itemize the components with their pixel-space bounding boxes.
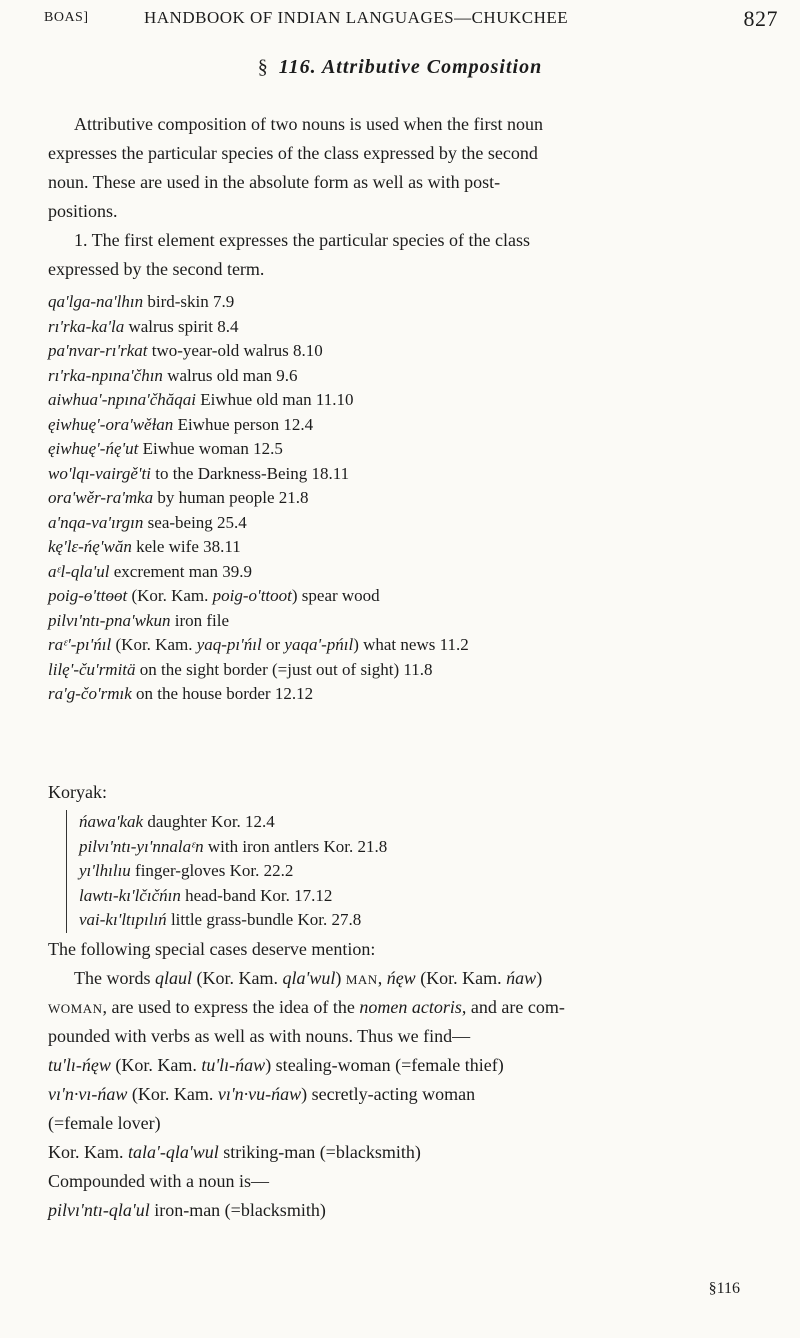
text-line [48, 993, 768, 1022]
example-entry [48, 486, 768, 511]
example-term: ora'wěr-ra'mka [48, 488, 154, 507]
example-entry [48, 658, 768, 683]
example-term: ęiwhuę'-ora'wěɫan [48, 414, 174, 434]
text-run: striking-man (=blacksmith) [218, 1142, 421, 1162]
example-gloss: by human people 21.8 [153, 488, 309, 507]
example-term: pilvı'ntı-qla'ul [48, 1200, 150, 1220]
example-entry [48, 682, 768, 707]
example-term: vı'n·vı-ńaw [48, 1084, 128, 1104]
example-gloss: (Kor. Kam. [127, 586, 213, 605]
section-symbol: § [257, 56, 269, 78]
text-run: , and are com- [461, 997, 565, 1017]
text-line: Compounded with a noun is— [48, 1171, 269, 1191]
example-gloss: head-band Kor. 17.12 [180, 885, 333, 905]
example-term: tala'-qla'wul [128, 1142, 219, 1162]
example-term: poig-ɵ'ttɵɵt [48, 586, 128, 605]
example-entry [48, 388, 768, 413]
example-gloss: Eiwhue person 12.4 [173, 414, 314, 434]
example-gloss: sea-being 25.4 [143, 512, 247, 532]
example-term-variant: yaqa'-pńıl [284, 635, 354, 654]
koryak-entry [79, 859, 387, 884]
page-number: 827 [743, 6, 778, 31]
example-gloss: ) what news 11.2 [353, 635, 469, 654]
koryak-label: Koryak: [48, 782, 107, 802]
example-gloss: or [261, 635, 285, 654]
text-line [48, 964, 768, 993]
example-term: ńawa'kak [79, 812, 144, 831]
example-gloss: bird-skin 7.9 [143, 292, 235, 311]
example-term: vı'n·vu-ńaw [217, 1084, 302, 1104]
example-term-variant: yaq-pı'ńıl [196, 635, 262, 654]
text-line: noun. These are used in the absolute form as well as with post- [48, 172, 501, 192]
example-entry [48, 339, 768, 364]
intro-paragraph [48, 110, 768, 226]
koryak-entry [79, 908, 387, 933]
example-entry [48, 584, 768, 609]
example-term: qa'lga-na'lhın [48, 292, 144, 311]
koryak-example-list [66, 810, 387, 933]
example-term: kę'lɛ-ńę'wăn [48, 537, 132, 556]
example-term: raᵋ'-pı'ńıl [48, 635, 112, 654]
book-title: HANDBOOK OF INDIAN LANGUAGES—CHUKCHEE [144, 8, 569, 27]
example-term: tu'lı-ńęw [48, 1055, 111, 1075]
example-entry [48, 315, 768, 340]
example-entry [48, 609, 768, 634]
koryak-entry [79, 835, 387, 860]
example-gloss: iron file [170, 610, 230, 630]
text-run: (Kor. Kam. [110, 1055, 202, 1075]
example-term: aiwhua'-npına'čhăqai [48, 390, 196, 409]
example-term: a'nqa-va'ırgın [48, 512, 144, 532]
example-term: rı'rka-ka'la [48, 316, 125, 336]
text-line: The following special cases deserve mention: [48, 939, 376, 959]
text-run: ) stealing-woman (=female thief) [265, 1055, 504, 1075]
example-entry [48, 511, 768, 536]
example-term: pa'nvar-rı'rkat [48, 341, 148, 360]
example-term: ńaw [506, 968, 537, 988]
example-term: lilę'-ču'rmitä [48, 659, 136, 679]
example-gloss: Eiwhue woman 12.5 [138, 439, 283, 458]
section-number: 116. [278, 56, 317, 78]
example-gloss: kele wife 38.11 [131, 537, 241, 556]
example-gloss: daughter Kor. 12.4 [143, 812, 275, 831]
example-term: qlaul [154, 968, 192, 988]
koryak-entry [79, 884, 387, 909]
text-run: (Kor. Kam. [415, 968, 507, 988]
example-gloss: excrement man 39.9 [109, 561, 253, 581]
example-term: ęiwhuę'-ńę'ut [48, 439, 139, 458]
example-gloss: with iron antlers Kor. 21.8 [203, 836, 388, 856]
text-run: (Kor. Kam. [127, 1084, 218, 1104]
text-run: , [377, 968, 387, 988]
example-entry [48, 290, 768, 315]
section-title: Attributive Composition [321, 56, 543, 78]
example-term-variant: poig-o'ttoot [212, 586, 292, 605]
text-run: , are used to express the idea of the [102, 997, 360, 1017]
example-entry [48, 633, 768, 658]
example-term: ra'g-čo'rmık [48, 684, 132, 703]
example-gloss: Eiwhue old man 11.10 [196, 390, 354, 409]
text-line [48, 1080, 768, 1109]
example-gloss: finger-gloves Kor. 22.2 [130, 861, 294, 880]
example-term: tu'lı-ńaw [201, 1055, 266, 1075]
text-line: expresses the particular species of the class expressed by the second [48, 143, 538, 163]
text-line: pounded with verbs as well as with nouns. Thus we find— [48, 1026, 471, 1046]
example-term: lawtı-kı'lčıčńın [79, 885, 181, 905]
text-line: 1. The first element expresses the particular species of the class [74, 230, 531, 250]
example-gloss: little grass-bundle Kor. 27.8 [166, 910, 362, 929]
example-entry [48, 462, 768, 487]
example-gloss: to the Darkness-Being 18.11 [150, 463, 350, 483]
text-line: (=female lover) [48, 1113, 161, 1133]
example-gloss: ) spear wood [291, 586, 380, 605]
example-gloss: walrus spirit 8.4 [124, 316, 239, 336]
section-heading [0, 56, 800, 79]
latin-term: nomen actoris [359, 997, 462, 1017]
text-run: (Kor. Kam. [192, 968, 283, 988]
example-term: aᵋl-qla'ul [48, 561, 110, 581]
text-run: ) [536, 968, 543, 988]
gloss-smallcaps: man [345, 968, 378, 988]
example-gloss: walrus old man 9.6 [162, 365, 298, 385]
example-gloss: on the sight border (=just out of sight) 11.8 [135, 659, 433, 679]
gloss-smallcaps: woman [48, 997, 103, 1017]
chukchee-example-list [48, 290, 768, 707]
text-run: ) secretly-acting woman [301, 1084, 476, 1104]
text-line: positions. [48, 201, 118, 221]
point-one [48, 226, 768, 284]
text-line: Attributive composition of two nouns is used when the first noun [74, 114, 543, 134]
example-entry [48, 437, 768, 462]
example-term: rı'rka-npına'čhın [48, 365, 163, 385]
text-line [48, 1051, 768, 1080]
author-mark: BOAS] [44, 10, 89, 25]
text-run: Kor. Kam. [48, 1142, 128, 1162]
example-term: wo'lqı-vairgě'ti [48, 463, 151, 483]
example-term: vai-kı'ltıpılıń [79, 910, 167, 929]
example-gloss: two-year-old walrus 8.10 [147, 341, 323, 360]
text-line [48, 1138, 768, 1167]
text-line: expressed by the second term. [48, 259, 265, 279]
koryak-entry [79, 810, 387, 835]
example-term: ńęw [386, 968, 416, 988]
example-gloss: on the house border 12.12 [131, 684, 314, 703]
example-entry [48, 535, 768, 560]
example-entry [48, 560, 768, 585]
running-head [44, 6, 778, 32]
example-term: qla'wul [282, 968, 336, 988]
example-entry [48, 413, 768, 438]
example-gloss: (Kor. Kam. [111, 635, 197, 654]
text-run: ) [335, 968, 346, 988]
text-run: iron-man (=blacksmith) [149, 1200, 326, 1220]
example-term: pilvı'ntı-yı'nnalaᵋn [79, 836, 204, 856]
example-term: yı'lhılıu [79, 861, 131, 880]
example-entry [48, 364, 768, 389]
example-term: pilvı'ntı-pna'wkun [48, 610, 171, 630]
text-line [48, 1196, 768, 1225]
special-cases [48, 935, 768, 1225]
text-run: The words [74, 968, 155, 988]
section-footer-mark: §116 [708, 1280, 740, 1297]
